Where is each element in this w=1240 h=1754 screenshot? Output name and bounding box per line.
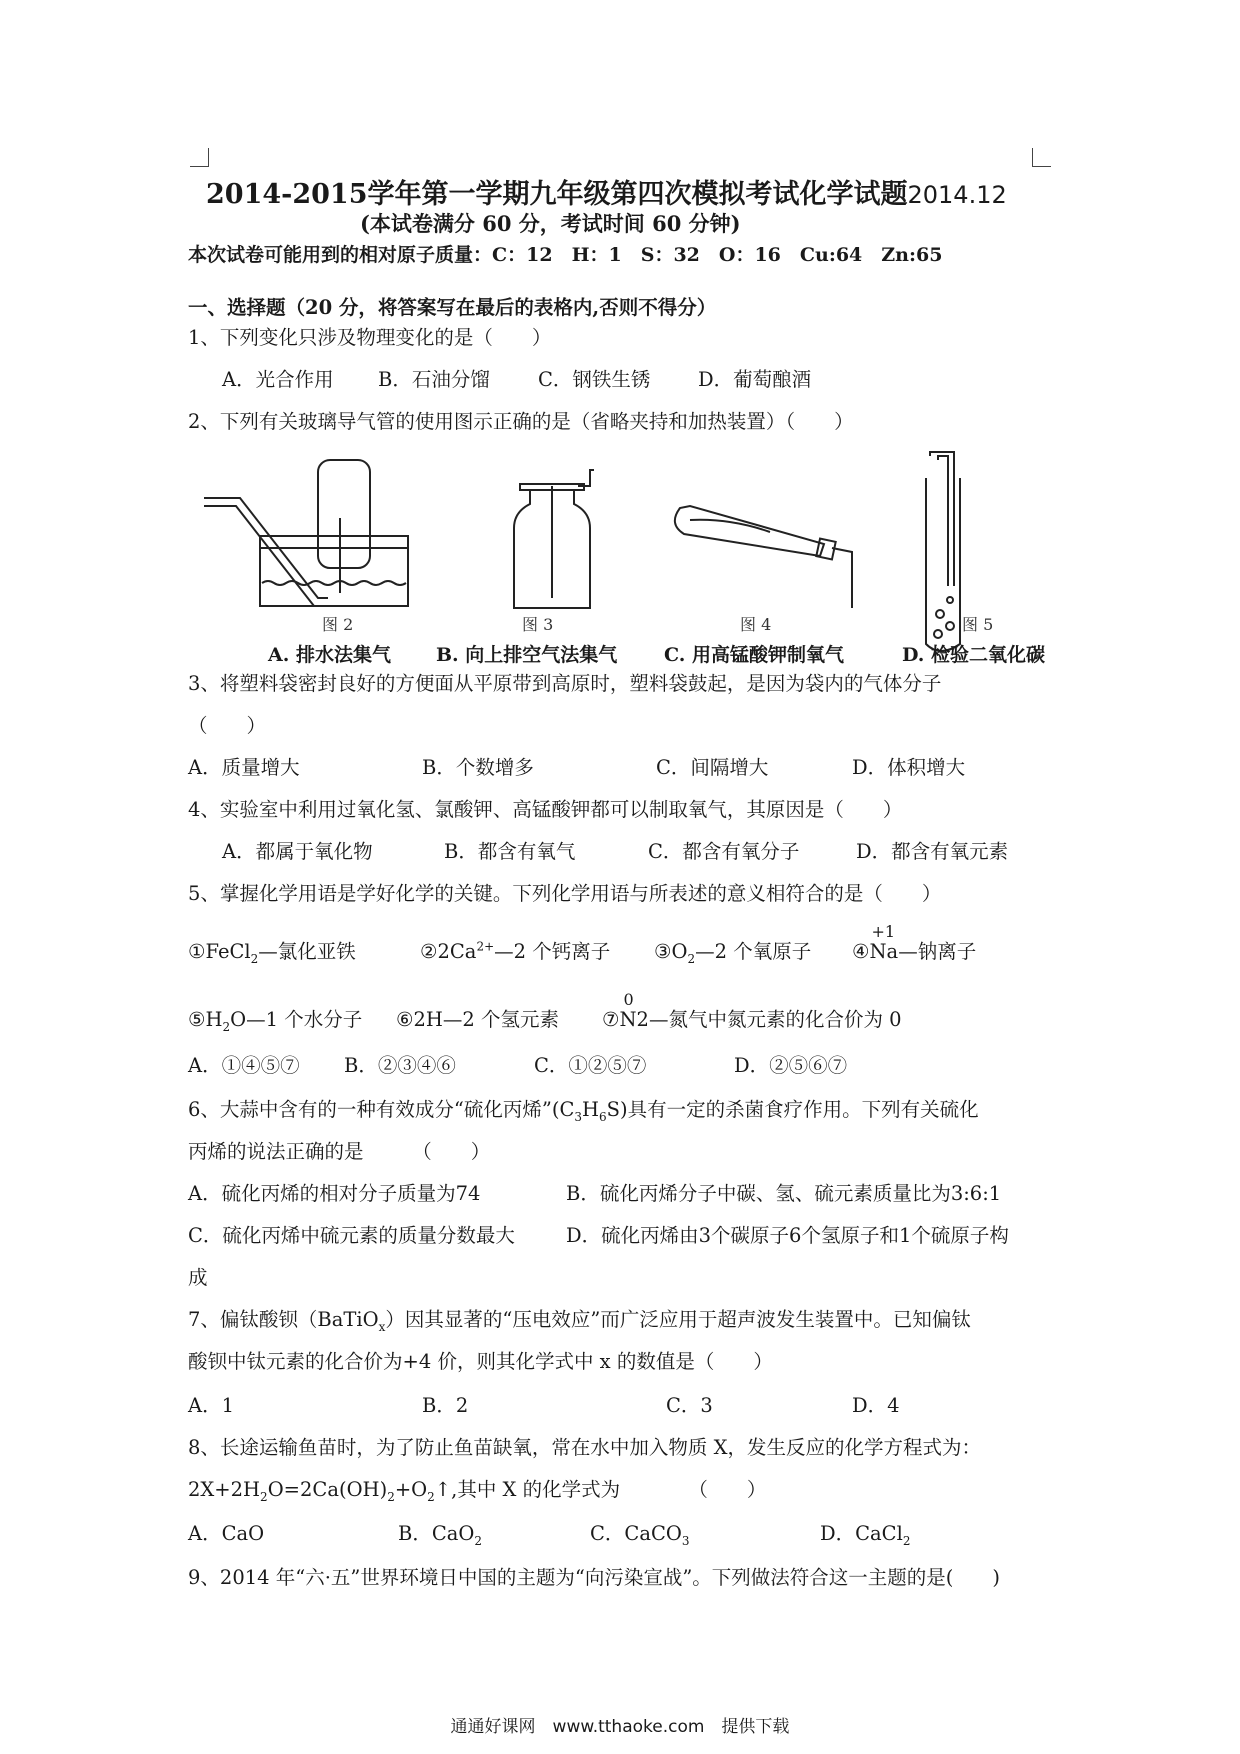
q7-option-d: D．4 xyxy=(852,1394,900,1417)
q5-option-b: B．②③④⑥ xyxy=(344,1054,456,1077)
q1-stem: 1、下列变化只涉及物理变化的是（ ） xyxy=(188,326,552,349)
q3-stem-paren: （ ） xyxy=(188,714,267,737)
q8-option-c: C．CaCO$_3$ xyxy=(590,1522,690,1548)
q7-option-c: C．3 xyxy=(666,1394,713,1417)
q2-option-a: A. 排水法集气 xyxy=(268,644,391,666)
q2-figure-caption-3: 图 3 xyxy=(522,615,554,634)
q1-option-d: D．葡萄酿酒 xyxy=(698,368,812,391)
q8-option-d: D．CaCl$_2$ xyxy=(820,1522,911,1548)
q1-option-b: B．石油分馏 xyxy=(378,368,490,391)
q5-option-a: A．①④⑤⑦ xyxy=(188,1054,300,1077)
q4-option-c: C．都含有氧分子 xyxy=(648,840,800,863)
q7-option-a: A．1 xyxy=(188,1394,234,1417)
footer-source: 通通好课网 www.tthaoke.com 提供下载 xyxy=(450,1717,790,1737)
q5-item-1: ①FeCl$_2$—氯化亚铁 xyxy=(188,940,356,966)
section-heading: 一、选择题（20 分，将答案写在最后的表格内,否则不得分） xyxy=(188,296,717,319)
q6-option-c: C．硫化丙烯中硫元素的质量分数最大 xyxy=(188,1224,515,1247)
q5-stem: 5、掌握化学用语是学好化学的关键。下列化学用语与所表述的意义相符合的是（ ） xyxy=(188,882,942,905)
exam-date: 2014.12 xyxy=(907,181,1007,209)
q5-item-7: ⑦ 0 N2—氮气中氮元素的化合价为 0 xyxy=(602,990,902,1031)
q4-option-a: A．都属于氧化物 xyxy=(222,840,373,863)
q6-option-d-line2: 成 xyxy=(188,1266,208,1289)
q4-stem: 4、实验室中利用过氧化氢、氯酸钾、高锰酸钾都可以制取氧气，其原因是（ ） xyxy=(188,798,903,821)
page-title: 2014-2015学年第一学期九年级第四次模拟考试化学试题2014.12 xyxy=(206,179,1007,210)
q2-figure-caption-5: 图 5 xyxy=(962,615,994,634)
q1-option-a: A．光合作用 xyxy=(222,368,334,391)
q2-option-b: B. 向上排空气法集气 xyxy=(436,644,618,666)
q5-option-d: D．②⑤⑥⑦ xyxy=(734,1054,848,1077)
q5-item-4: ④ +1 Na—钠离子 xyxy=(852,922,977,963)
trough-apparatus-icon xyxy=(204,460,408,606)
gas-jar-apparatus-icon xyxy=(514,470,594,608)
q3-option-a: A．质量增大 xyxy=(188,756,300,779)
crop-mark-right xyxy=(1032,148,1051,167)
q2-figure-caption-4: 图 4 xyxy=(740,615,772,634)
q2-option-d: D. 检验二氧化碳 xyxy=(902,644,1046,666)
q6-option-b: B．硫化丙烯分子中碳、氢、硫元素质量比为3:6:1 xyxy=(566,1182,1002,1205)
q1-option-c: C．钢铁生锈 xyxy=(538,368,651,391)
q4-option-d: D．都含有氧元素 xyxy=(856,840,1009,863)
q2-figure-caption-2: 图 2 xyxy=(322,615,354,634)
q6-stem-line2: 丙烯的说法正确的是 （ ） xyxy=(188,1140,491,1163)
q4-option-b: B．都含有氧气 xyxy=(444,840,576,863)
q5-option-c: C．①②⑤⑦ xyxy=(534,1054,647,1077)
q3-option-d: D．体积增大 xyxy=(852,756,966,779)
q7-stem: 7、偏钛酸钡（BaTiO$_x$）因其显著的“压电效应”而广泛应用于超声波发生装置中。已知偏钛 xyxy=(188,1308,971,1334)
test-tube-heating-icon xyxy=(675,506,852,608)
q8-option-a: A．CaO xyxy=(188,1522,265,1545)
q6-option-a: A．硫化丙烯的相对分子质量为74 xyxy=(188,1182,481,1205)
q3-option-c: C．间隔增大 xyxy=(656,756,769,779)
q5-item-6: ⑥2H—2 个氢元素 xyxy=(396,1008,559,1031)
q9-stem: 9、2014 年“六·五”世界环境日中国的主题为“向污染宣战”。下列做法符合这一主题的是( ) xyxy=(188,1566,1001,1589)
exam-subtitle: (本试卷满分 60 分，考试时间 60 分钟) xyxy=(360,211,741,236)
q7-option-b: B．2 xyxy=(422,1394,469,1417)
q8-stem: 8、长途运输鱼苗时，为了防止鱼苗缺氧，常在水中加入物质 X，发生反应的化学方程式为： xyxy=(188,1436,981,1459)
q2-option-c: C. 用高锰酸钾制氧气 xyxy=(664,644,845,666)
atomic-masses: 本次试卷可能用到的相对原子质量：C：12 H：1 S：32 O：16 Cu:64 Zn:65 xyxy=(188,244,943,266)
q5-item-2: $②2Ca^{2+}—2$ 个钙离子 xyxy=(420,939,611,963)
q8-equation: $2X+2H_2O=2Ca(OH)_2+O_2↑$,其中 X 的化学式为 （ ） xyxy=(188,1478,767,1504)
q2-stem: 2、下列有关玻璃导气管的使用图示正确的是（省略夹持和加热装置）（ ） xyxy=(188,410,854,433)
q8-option-b: B．CaO$_2$ xyxy=(398,1522,483,1548)
q5-item-3: $③O_2—2$ 个氧原子 xyxy=(654,940,812,966)
q3-stem: 3、将塑料袋密封良好的方便面从平原带到高原时，塑料袋鼓起，是因为袋内的气体分子 xyxy=(188,672,942,695)
q6-option-d: D．硫化丙烯由3个碳原子6个氢原子和1个硫原子构 xyxy=(566,1224,1009,1247)
crop-mark-left xyxy=(190,148,209,167)
q3-option-b: B．个数增多 xyxy=(422,756,534,779)
q5-item-5: $⑤H_2O—1$ 个水分子 xyxy=(188,1008,363,1034)
q7-stem-line2: 酸钡中钛元素的化合价为+4 价，则其化学式中 x 的数值是（ ） xyxy=(188,1350,773,1373)
test-tube-lime-water-icon xyxy=(926,452,960,651)
q6-stem: 6、大蒜中含有的一种有效成分“硫化丙烯$”(C_3H_6S)$具有一定的杀菌食疗作用。下列有关硫化 xyxy=(188,1098,979,1124)
